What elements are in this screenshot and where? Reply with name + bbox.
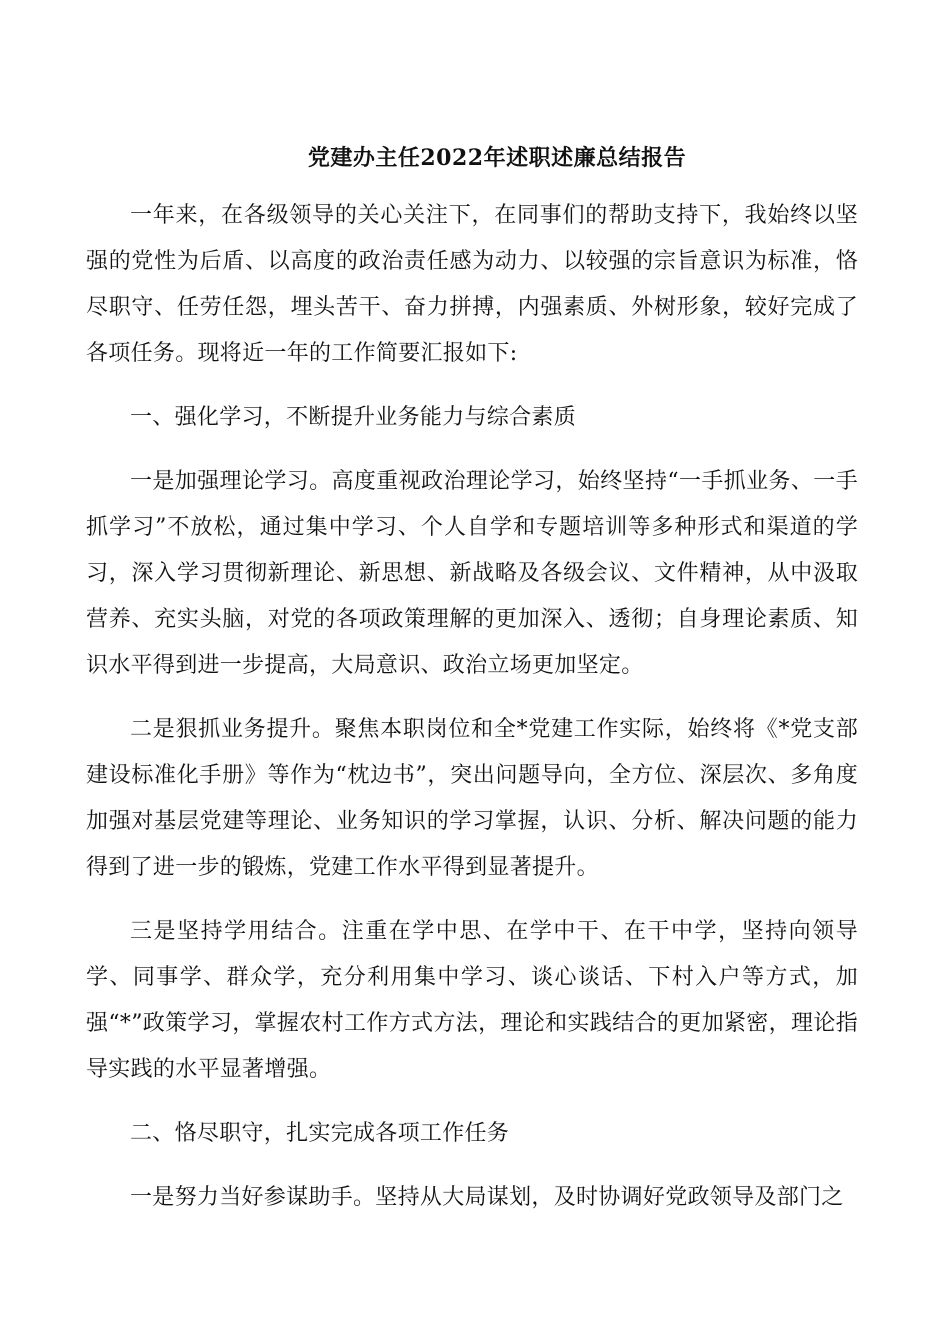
body-paragraph: 二是狠抓业务提升。聚焦本职岗位和全*党建工作实际，始终将《*党支部建设标准化手册》等作为“枕边书”，突出问题导向，全方位、深层次、多角度加强对基层党建等理论、业务知识的学习掌握，认识、分析、解决问题的能力得到了进一步的锻炼，党建工作水平得到显著提升。	[86, 717, 858, 880]
document-body	[86, 193, 858, 1239]
document-title: 党建办主任2022年述职述廉总结报告	[307, 145, 687, 171]
body-paragraph: 一是加强理论学习。高度重视政治理论学习，始终坚持“一手抓业务、一手抓学习”不放松，通过集中学习、个人自学和专题培训等多种形式和渠道的学习，深入学习贯彻新理论、新思想、新战略及各级会议、文件精神，从中汲取营养、充实头脑，对党的各项政策理解的更加深入、透彻；自身理论素质、知识水平得到进一步提高，大局意识、政治立场更加坚定。	[86, 469, 858, 678]
body-paragraph: 一是努力当好参谋助手。坚持从大局谋划，及时协调好党政领导及部门之	[130, 1185, 844, 1210]
body-paragraph: 三是坚持学用结合。注重在学中思、在学中干、在干中学，坚持向领导学、同事学、群众学，充分利用集中学习、谈心谈话、下村入户等方式，加强“*”政策学习，掌握农村工作方式方法，理论和实践结合的更加紧密，理论指导实践的水平显著增强。	[86, 919, 858, 1082]
section-heading-1: 一、强化学习，不断提升业务能力与综合素质	[130, 405, 577, 430]
intro-paragraph: 一年来，在各级领导的关心关注下，在同事们的帮助支持下，我始终以坚强的党性为后盾、以高度的政治责任感为动力、以较强的宗旨意识为标准，恪尽职守、任劳任怨，埋头苦干、奋力拼搏，内强素质、外树形象，较好完成了各项任务。现将近一年的工作简要汇报如下:	[86, 203, 858, 366]
section-heading-2: 二、恪尽职守，扎实完成各项工作任务	[130, 1121, 510, 1146]
